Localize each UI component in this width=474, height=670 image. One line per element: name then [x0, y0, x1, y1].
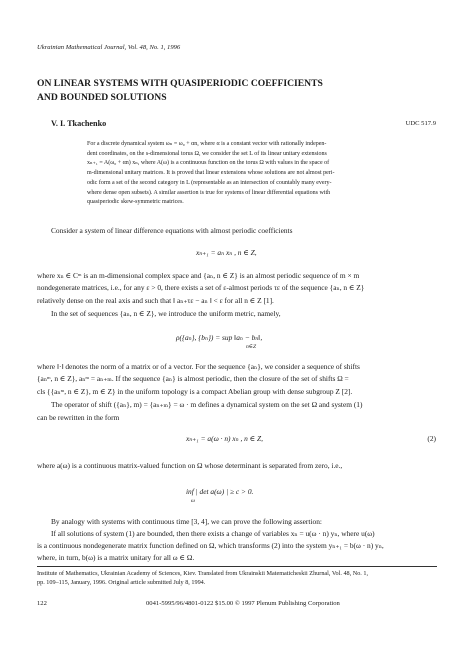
page-number: 122: [37, 600, 47, 607]
abstract-line: where dense open subsets). A similar assertion is true for systems of linear differential equations with: [87, 189, 331, 196]
body-line: where ‖·‖ denotes the norm of a matrix or of a vector. For the sequence {aₙ}, we consider a sequence of shifts: [37, 362, 360, 371]
journal-header: Ukrainian Mathematical Journal, Vol. 48, No. 1, 1996: [37, 44, 181, 51]
equation-2-number: (2): [427, 434, 436, 443]
body-line: where, in turn, b(ω) is a matrix unitary for all ω ∈ Ω.: [37, 553, 195, 562]
title-line-2: AND BOUNDED SOLUTIONS: [37, 92, 167, 103]
abstract-line: xₙ₊₁ = A(ω₀ + αn) xₙ, where A(ω) is a continuous function on the torus Ω with values in the space of: [87, 160, 330, 167]
equation-1: xₙ₊₁ = aₙ xₙ , n ∈ Z,: [196, 248, 257, 257]
inf-subscript: ω: [191, 498, 195, 504]
metric-equation: ρ({aₙ}, {bₙ}) = sup ‖aₙ − bₙ‖,: [176, 333, 263, 342]
abstract-line: m-dimensional unitary matrices. It is proved that linear extensions whose solutions are not almost peri-: [87, 170, 335, 177]
footnote-divider: [37, 566, 437, 567]
equation-2: xₙ₊₁ = a(ω · n) xₙ , n ∈ Z,: [186, 434, 263, 443]
footnote-line: Institute of Mathematics, Ukrainian Academy of Sciences, Kiev. Translated from Ukrainskii Matematicheskii Zhurnal, Vol. 48, No. 1,: [37, 570, 369, 577]
body-line: relatively dense on the real axis and such that ‖ aₙ₊τε − aₙ ‖ < ε for all n ∈ Z [1].: [37, 296, 274, 305]
abstract: [87, 140, 437, 208]
metric-subscript: n∈Z: [246, 344, 257, 350]
body-line: where xₙ ∈ Cᵐ is an m-dimensional complex space and {aₙ, n ∈ Z} is an almost periodic sequence of m × m: [37, 271, 360, 280]
abstract-line: odic form a set of the second category in L (representable as an intersection of countably many every-: [87, 179, 332, 186]
body-line: The operator of shift ({aₙ}, m) = {aₙ₊ₘ} = ω · m defines a dynamical system on the set Ω and system (1): [51, 400, 363, 409]
body-line: is a continuous nondegenerate matrix function defined on Ω, which transforms (2) into the system yₙ₊₁ = b(ω · n) yₙ,: [37, 541, 384, 550]
footnote-line: pp. 109–115, January, 1996. Original article submitted July 8, 1994.: [37, 579, 206, 586]
body-line: can be rewritten in the form: [37, 413, 120, 422]
udc-code: UDC 517.9: [405, 120, 436, 127]
abstract-line: quasiperiodic skew-symmetric matrices.: [87, 199, 184, 206]
body-line: If all solutions of system (1) are bounded, then there exists a change of variables xₙ = u(ω · n) yₙ, where u(ω): [51, 529, 375, 538]
body-line: nondegenerate matrices, i.e., for any ε > 0, there exists a set of ε-almost periods τε of the sequence {aₙ, n ∈ Z}: [37, 283, 365, 292]
inf-equation: inf | det a(ω) | ≥ c > 0.: [186, 487, 254, 496]
body-paragraph: By analogy with systems with continuous time [3, 4], we can prove the following assertion:: [51, 517, 322, 526]
body-line: {aₙᵐ, n ∈ Z}, aₙᵐ = aₙ₊ₘ. If the sequence {aₙ} is almost periodic, then the closure of the set of shifts Ω =: [37, 374, 349, 383]
body-paragraph: In the set of sequences {aₙ, n ∈ Z}, we introduce the uniform metric, namely,: [51, 309, 281, 318]
abstract-line: dent coordinates, on the s-dimensional torus Ω, we consider the set L of its linear unitary extensions: [87, 150, 327, 157]
publication-info: 0041-5995/96/4801-0122 $15.00 © 1997 Plenum Publishing Corporation: [146, 600, 340, 607]
body-paragraph: Consider a system of linear difference equations with almost periodic coefficients: [51, 226, 293, 235]
body-line: cls {{aₙᵐ, n ∈ Z}, m ∈ Z} in the uniform topology is a compact Abelian group with dense subgroup Z [2].: [37, 387, 353, 396]
title-line-1: ON LINEAR SYSTEMS WITH QUASIPERIODIC COEFFICIENTS: [37, 78, 323, 89]
author-name: V. I. Tkachenko: [51, 119, 107, 128]
body-line: where a(ω) is a continuous matrix-valued function on Ω whose determinant is separated from zero, i.e.,: [37, 461, 343, 470]
abstract-line: For a discrete dynamical system ωₙ = ω₀ + αn, where α is a constant vector with rationally indepen-: [87, 141, 327, 147]
article-title: [37, 77, 323, 105]
